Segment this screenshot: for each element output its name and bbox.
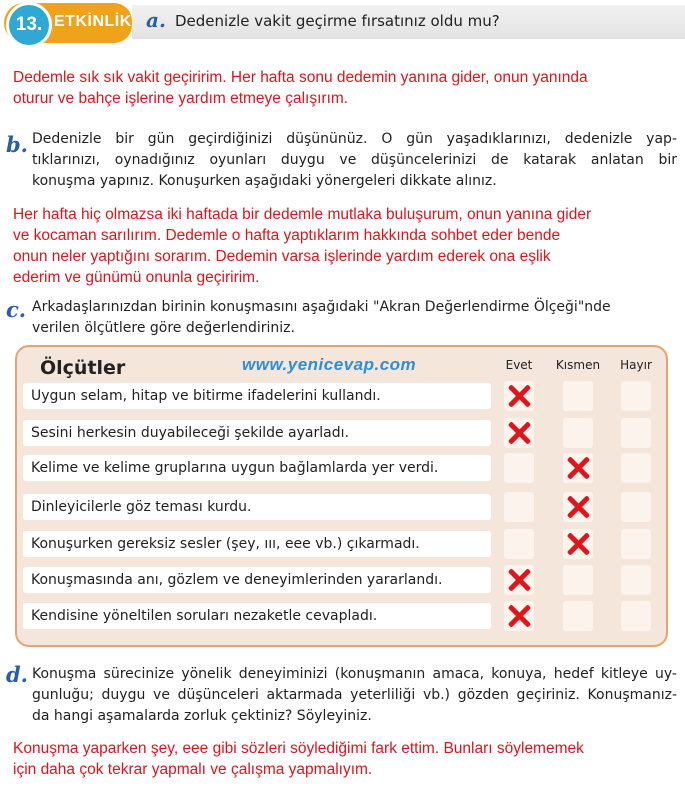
question-b-line: Dedenizle bir gün geçirdiğinizi düşününüz. O gün yaşadıklarınızı, dedenizle yap- — [32, 131, 677, 147]
question-d-letter: d. — [6, 662, 28, 687]
column-header-kismen: Kısmen — [555, 358, 601, 372]
x-mark-icon — [563, 492, 593, 522]
question-b-text — [32, 129, 677, 192]
rating-cell-kismen[interactable] — [563, 565, 593, 595]
criterion-row: Konuşmasında anı, gözlem ve deneyimlerinden yararlandı. — [23, 567, 491, 593]
x-mark-icon — [504, 381, 534, 411]
rating-cell-evet[interactable] — [504, 453, 534, 483]
x-mark-icon — [563, 453, 593, 483]
criterion-row: Kelime ve kelime gruplarına uygun bağlamlarda yer verdi. — [23, 455, 491, 481]
answer-b-line: ederim ve günümü onunla geçiririm. — [13, 269, 260, 286]
criterion-row: Konuşurken gereksiz sesler (şey, ııı, eee vb.) çıkarmadı. — [23, 531, 491, 557]
rating-cell-hayir[interactable] — [621, 601, 651, 631]
column-header-hayir: Hayır — [620, 358, 652, 372]
answer-b-line: onun neler yaptığını sorarım. Dedemin varsa işlerinde yardım ederek ona eşlik — [13, 248, 551, 265]
rating-cell-kismen[interactable] — [563, 381, 593, 411]
question-d-line: gunluğu; duygu ve düşünceleri aktarmada yeterliliği vb.) gözden geçiriniz. Konuşmanız- — [32, 687, 677, 703]
criterion-row: Dinleyicilerle göz teması kurdu. — [23, 494, 491, 520]
criterion-row: Uygun selam, hitap ve bitirme ifadelerini kullandı. — [23, 383, 491, 409]
activity-number: 13. — [6, 2, 52, 48]
question-c-letter: c. — [6, 297, 27, 322]
rating-cell-hayir[interactable] — [621, 453, 651, 483]
answer-d-line: için daha çok tekrar yapmalı ve çalışma yapmalıyım. — [13, 761, 373, 778]
answer-b-line: ve kocaman sarılırım. Dedemle o hafta yaptıklarım hakkında sohbet eder bende — [13, 227, 561, 244]
x-mark-icon — [563, 529, 593, 559]
question-b-line: tıklarınızı, oynadığınız oyunları duygu ve düşüncelerinizi de katarak anlatan bir — [32, 152, 677, 168]
question-a-text: Dedenizle vakit geçirme fırsatınız oldu mu? — [175, 12, 500, 30]
answer-a-line: oturur ve bahçe işlerine yardım etmeye çalışırım. — [13, 90, 349, 107]
question-b-letter: b. — [6, 132, 28, 157]
answer-b-line: Her hafta hiç olmazsa iki haftada bir dedemle mutlaka buluşurum, onun yanına gider — [13, 206, 592, 223]
answer-d — [13, 738, 683, 780]
question-d-line: da hangi aşamalarda zorluk çektiniz? Söyleyiniz. — [32, 708, 372, 724]
rating-cell-kismen[interactable] — [563, 418, 593, 448]
activity-label: ETKİNLİK — [54, 13, 132, 30]
x-mark-icon — [504, 601, 534, 631]
rating-cell-hayir[interactable] — [621, 492, 651, 522]
answer-a-line: Dedemle sık sık vakit geçiririm. Her hafta sonu dedemin yanına gider, onun yanında — [13, 69, 588, 86]
criterion-row: Sesini herkesin duyabileceği şekilde ayarladı. — [23, 420, 491, 446]
question-c-text — [32, 297, 677, 339]
activity-badge — [4, 3, 132, 43]
answer-a — [13, 67, 678, 109]
rating-cell-hayir[interactable] — [621, 529, 651, 559]
question-d-line: Konuşma sürecinize yönelik deneyiminizi (konuşmanın amaca, konuya, hedef kitleye uy- — [32, 666, 677, 682]
criterion-row: Kendisine yöneltilen soruları nezaketle cevapladı. — [23, 603, 491, 629]
question-c-line: verilen ölçütlere göre değerlendiriniz. — [32, 320, 295, 336]
x-mark-icon — [504, 418, 534, 448]
rating-cell-evet[interactable] — [504, 529, 534, 559]
rating-cell-hayir[interactable] — [621, 381, 651, 411]
rating-cell-evet[interactable] — [504, 492, 534, 522]
rating-cell-hayir[interactable] — [621, 418, 651, 448]
x-mark-icon — [504, 565, 534, 595]
rating-cell-kismen[interactable] — [563, 601, 593, 631]
question-d-text — [32, 664, 677, 727]
rating-cell-hayir[interactable] — [621, 565, 651, 595]
question-c-line: Arkadaşlarınızdan birinin konuşmasını aşağıdaki "Akran Değerlendirme Ölçeği"nde — [32, 299, 611, 315]
table-title: Ölçütler — [40, 357, 126, 379]
column-header-evet: Evet — [505, 358, 533, 372]
answer-d-line: Konuşma yaparken şey, eee gibi sözleri söylediğimi fark ettim. Bunları söylememek — [13, 740, 584, 757]
question-a-letter: a. — [146, 8, 166, 32]
activity-header — [0, 0, 685, 44]
watermark: www.yenicevap.com — [242, 355, 417, 374]
answer-b — [13, 204, 683, 288]
question-b-line: konuşma yapınız. Konuşurken aşağıdaki yönergeleri dikkate alınız. — [32, 173, 497, 189]
